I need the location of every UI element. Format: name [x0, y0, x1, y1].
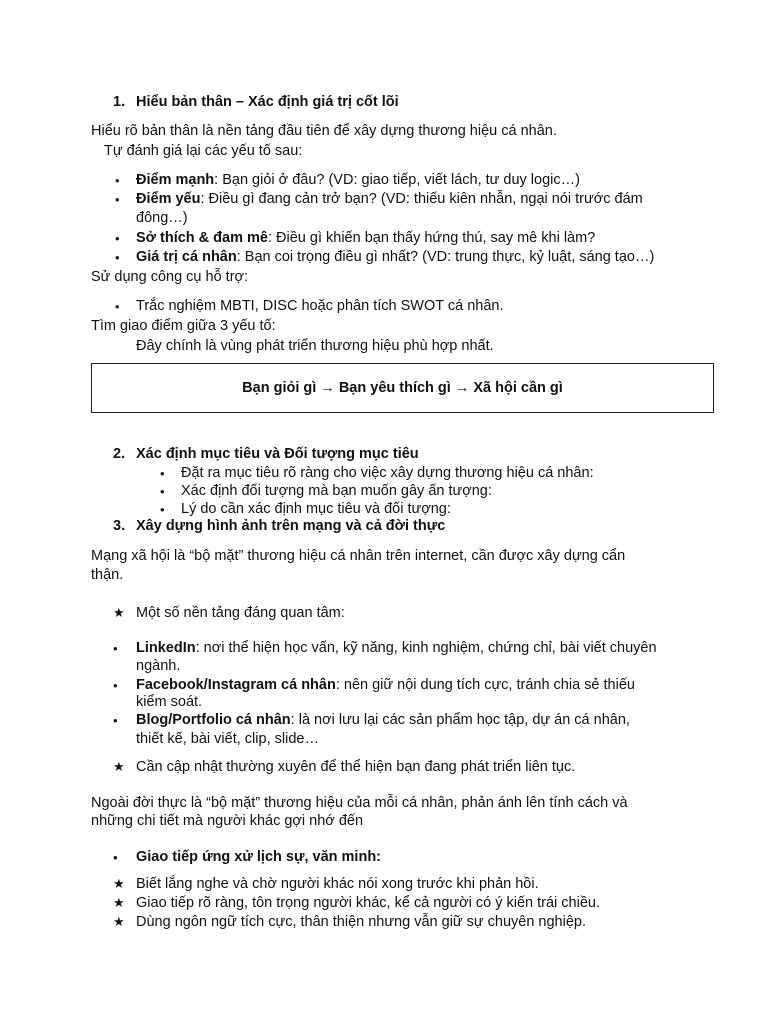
- bullet-icon: •: [115, 192, 120, 207]
- section1-intro: Hiểu rõ bản thân là nền tảng đầu tiên để xây dựng thương hiệu cá nhân.: [91, 123, 557, 139]
- communication-item: Biết lắng nghe và chờ người khác nói xong trước khi phản hồi.: [136, 876, 539, 892]
- offline-intro: Ngoài đời thực là “bộ mặt” thương hiệu của mỗi cá nhân, phản ánh lên tính cách và: [91, 795, 628, 811]
- communication-heading: Giao tiếp ứng xử lịch sự, văn minh:: [136, 849, 382, 865]
- section2-heading: Xác định mục tiêu và Đối tượng mục tiêu: [136, 446, 419, 462]
- tool-item: Trắc nghiệm MBTI, DISC hoặc phân tích SWOT cá nhân.: [136, 298, 504, 314]
- intersection-label: Tìm giao điểm giữa 3 yếu tố:: [91, 318, 276, 334]
- callout-box: [91, 363, 714, 413]
- bullet-icon: •: [113, 641, 118, 656]
- update-note: Cần cập nhật thường xuyên để thể hiện bạn đang phát triển liên tục.: [136, 759, 576, 775]
- bullet-icon: •: [160, 466, 165, 481]
- factor-values: Giá trị cá nhân: Bạn coi trọng điều gì nhất? (VD: trung thực, kỷ luật, sáng tạo…): [136, 249, 655, 265]
- platform-facebook: Facebook/Instagram cá nhân: nên giữ nội dung tích cực, tránh chia sẻ thiếu: [136, 677, 635, 693]
- factor-passion: Sở thích & đam mê: Điều gì khiến bạn thấy hứng thú, say mê khi làm?: [136, 230, 596, 246]
- section2-item: Xác định đối tượng mà bạn muốn gây ấn tượng:: [181, 483, 492, 499]
- offline-intro-cont: những chi tiết mà người khác gợi nhớ đến: [91, 813, 364, 829]
- bullet-icon: •: [113, 850, 118, 865]
- star-icon: ★: [113, 759, 125, 774]
- section1-heading: Hiểu bản thân – Xác định giá trị cốt lõi: [136, 94, 399, 110]
- bullet-icon: •: [160, 502, 165, 517]
- bullet-icon: •: [115, 231, 120, 246]
- tools-label: Sử dụng công cụ hỗ trợ:: [91, 269, 249, 285]
- online-intro: Mạng xã hội là “bộ mặt” thương hiệu cá nhân trên internet, cần được xây dựng cẩn: [91, 548, 626, 564]
- bullet-icon: •: [160, 484, 165, 499]
- platform-blog-cont: thiết kế, bài viết, clip, slide…: [136, 731, 319, 747]
- star-icon: ★: [113, 914, 125, 929]
- platform-linkedin: LinkedIn: nơi thể hiện học vấn, kỹ năng, kinh nghiệm, chứng chỉ, bài viết chuyên: [136, 640, 657, 656]
- communication-item: Dùng ngôn ngữ tích cực, thân thiện nhưng vẫn giữ sự chuyên nghiệp.: [136, 914, 586, 930]
- intersection-text: Đây chính là vùng phát triển thương hiệu phù hợp nhất.: [136, 338, 494, 354]
- section2-item: Lý do cần xác định mục tiêu và đối tượng:: [181, 501, 451, 517]
- factor-weakness: Điểm yếu: Điều gì đang cản trở bạn? (VD: thiếu kiên nhẫn, ngại nói trước đám: [136, 191, 643, 207]
- factor-strength: Điểm mạnh: Bạn giỏi ở đâu? (VD: giao tiếp, viết lách, tư duy logic…): [136, 172, 580, 188]
- section3-number: 3.: [113, 518, 126, 534]
- section1-intro2: Tự đánh giá lại các yếu tố sau:: [104, 143, 303, 159]
- bullet-icon: •: [115, 250, 120, 265]
- star-icon: ★: [113, 876, 125, 891]
- star-icon: ★: [113, 895, 125, 910]
- platform-linkedin-cont: ngành.: [136, 658, 181, 674]
- online-intro-cont: thận.: [91, 567, 124, 583]
- section2-item: Đặt ra mục tiêu rõ ràng cho việc xây dựng thương hiệu cá nhân:: [181, 465, 594, 481]
- callout-text: Bạn giỏi gì → Bạn yêu thích gì → Xã hội cần gì: [242, 380, 563, 396]
- section2-number: 2.: [113, 446, 126, 462]
- section3-heading: Xây dựng hình ảnh trên mạng và cả đời thực: [136, 518, 446, 534]
- factor-weakness-cont: đông…): [136, 210, 188, 226]
- platforms-label: Một số nền tảng đáng quan tâm:: [136, 605, 345, 621]
- platform-blog: Blog/Portfolio cá nhân: là nơi lưu lại các sản phẩm học tập, dự án cá nhân,: [136, 712, 630, 728]
- bullet-icon: •: [115, 173, 120, 188]
- communication-item: Giao tiếp rõ ràng, tôn trọng người khác, kể cả người có ý kiến trái chiều.: [136, 895, 600, 911]
- bullet-icon: •: [113, 678, 118, 693]
- platform-facebook-cont: kiểm soát.: [136, 694, 203, 710]
- bullet-icon: •: [115, 299, 120, 314]
- bullet-icon: •: [113, 713, 118, 728]
- star-icon: ★: [113, 605, 125, 620]
- section1-number: 1.: [113, 94, 126, 110]
